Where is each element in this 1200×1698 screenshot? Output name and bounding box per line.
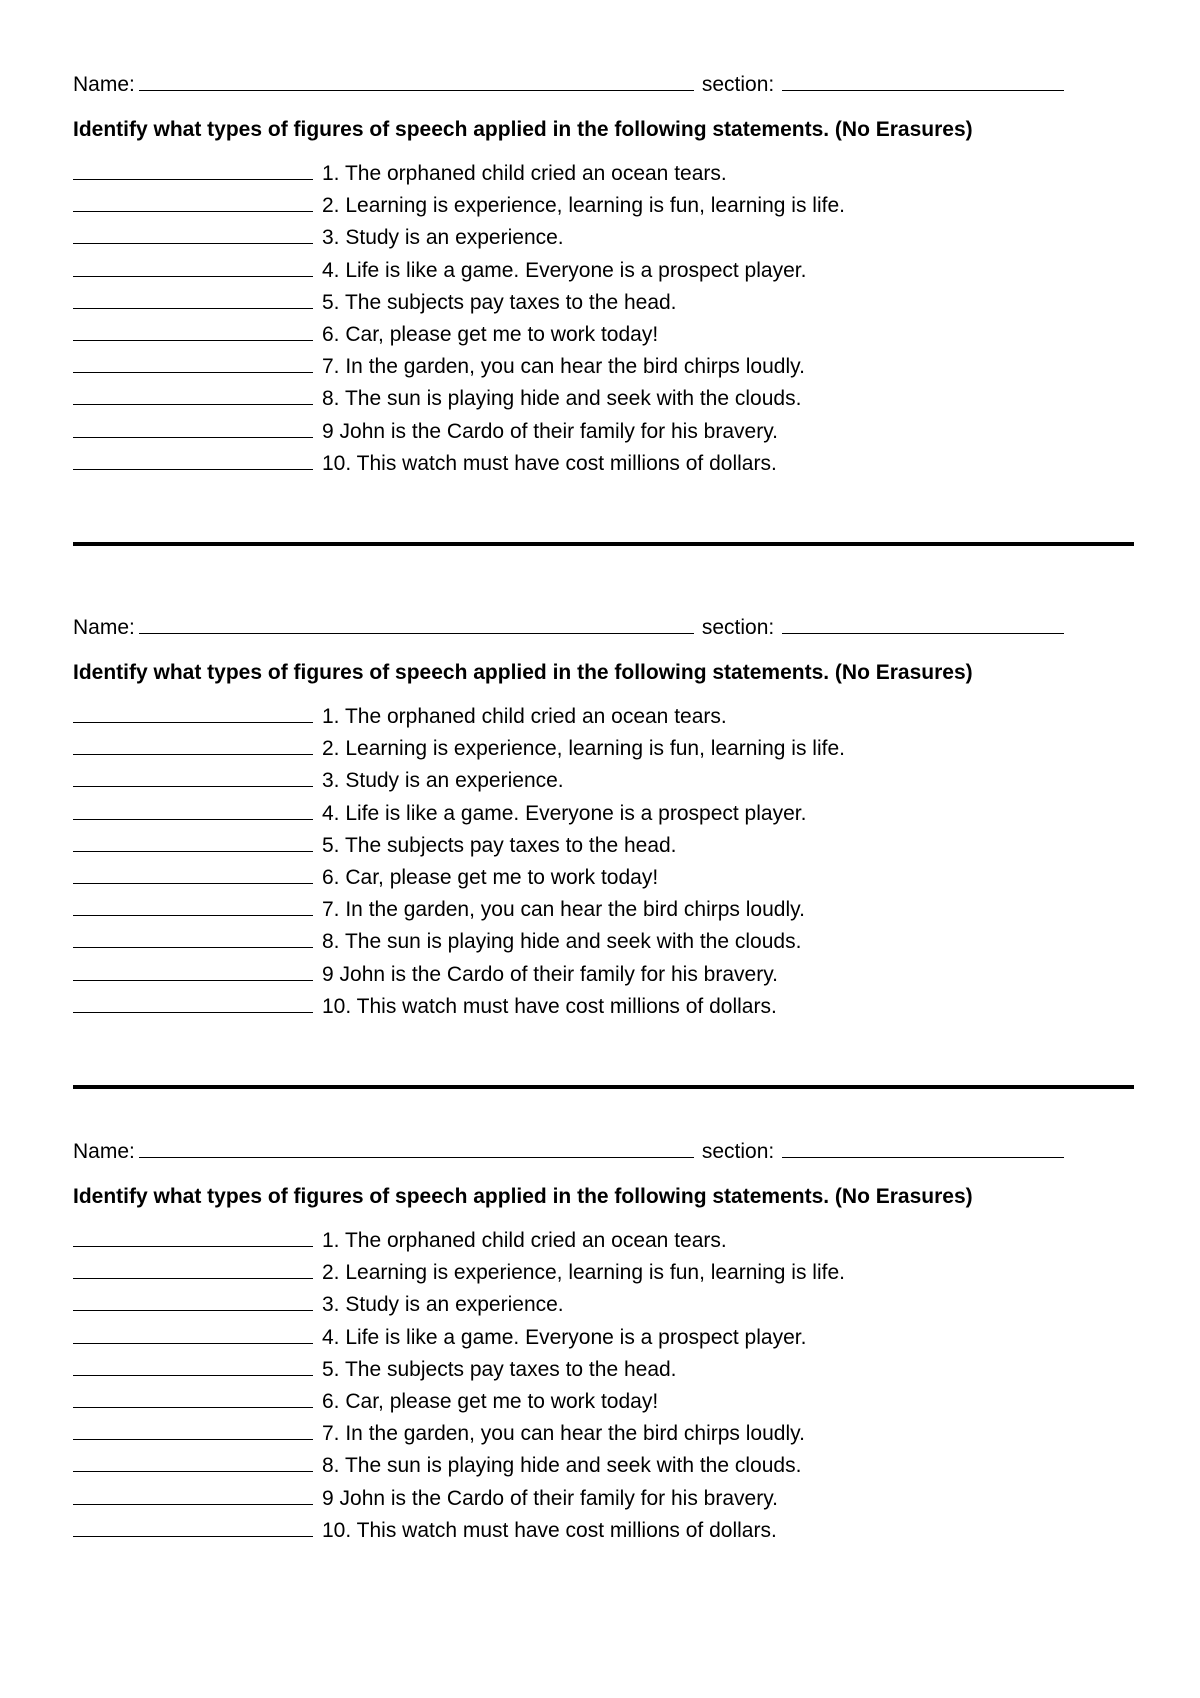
statement-item xyxy=(73,865,845,897)
statement-item xyxy=(73,419,845,451)
statement-text: 7. In the garden, you can hear the bird chirps loudly. xyxy=(322,898,805,922)
answer-blank[interactable] xyxy=(73,419,313,438)
statement-text: 10. This watch must have cost millions of dollars. xyxy=(322,1518,777,1542)
statement-item xyxy=(73,1389,845,1421)
section-divider xyxy=(73,542,1134,546)
statement-list xyxy=(73,161,845,483)
answer-blank[interactable] xyxy=(73,736,313,755)
statement-list xyxy=(73,1228,845,1550)
statement-text: 7. In the garden, you can hear the bird chirps loudly. xyxy=(322,1422,805,1446)
answer-blank[interactable] xyxy=(73,962,313,981)
statement-text: 3. Study is an experience. xyxy=(322,226,564,250)
name-blank[interactable] xyxy=(139,72,694,91)
statement-text: 8. The sun is playing hide and seek with the clouds. xyxy=(322,1454,802,1478)
statement-item xyxy=(73,258,845,290)
answer-blank[interactable] xyxy=(73,1421,313,1440)
answer-blank[interactable] xyxy=(73,704,313,723)
instructions: Identify what types of figures of speech applied in the following statements. (No Erasures) xyxy=(73,661,973,684)
name-label: Name: xyxy=(73,616,135,639)
name-section-line xyxy=(73,72,1064,98)
statement-text: 8. The sun is playing hide and seek with the clouds. xyxy=(322,930,802,954)
statement-text: 6. Car, please get me to work today! xyxy=(322,865,659,889)
statement-text: 8. The sun is playing hide and seek with the clouds. xyxy=(322,387,802,411)
answer-blank[interactable] xyxy=(73,1486,313,1505)
answer-blank[interactable] xyxy=(73,193,313,212)
answer-blank[interactable] xyxy=(73,258,313,277)
statement-item xyxy=(73,994,845,1026)
statement-text: 5. The subjects pay taxes to the head. xyxy=(322,290,677,314)
statement-text: 2. Learning is experience, learning is fun, learning is life. xyxy=(322,737,845,761)
statement-text: 9 John is the Cardo of their family for his bravery. xyxy=(322,962,778,986)
statement-item xyxy=(73,1260,845,1292)
statement-text: 4. Life is like a game. Everyone is a prospect player. xyxy=(322,1325,807,1349)
section-blank[interactable] xyxy=(782,1139,1064,1158)
statement-item xyxy=(73,193,845,225)
name-blank[interactable] xyxy=(139,1139,694,1158)
statement-text: 7. In the garden, you can hear the bird chirps loudly. xyxy=(322,355,805,379)
statement-text: 3. Study is an experience. xyxy=(322,769,564,793)
statement-item xyxy=(73,897,845,929)
answer-blank[interactable] xyxy=(73,322,313,341)
statement-text: 10. This watch must have cost millions of dollars. xyxy=(322,451,777,475)
answer-blank[interactable] xyxy=(73,1453,313,1472)
answer-blank[interactable] xyxy=(73,161,313,180)
answer-blank[interactable] xyxy=(73,768,313,787)
name-section-line xyxy=(73,615,1064,641)
answer-blank[interactable] xyxy=(73,1292,313,1311)
statement-item xyxy=(73,322,845,354)
statement-list xyxy=(73,704,845,1026)
answer-blank[interactable] xyxy=(73,929,313,948)
statement-item xyxy=(73,704,845,736)
statement-text: 9 John is the Cardo of their family for his bravery. xyxy=(322,419,778,443)
statement-item xyxy=(73,451,845,483)
statement-text: 4. Life is like a game. Everyone is a prospect player. xyxy=(322,801,807,825)
statement-text: 9 John is the Cardo of their family for his bravery. xyxy=(322,1486,778,1510)
statement-text: 4. Life is like a game. Everyone is a prospect player. xyxy=(322,258,807,282)
section-blank[interactable] xyxy=(782,615,1064,634)
answer-blank[interactable] xyxy=(73,801,313,820)
statement-text: 3. Study is an experience. xyxy=(322,1293,564,1317)
name-blank[interactable] xyxy=(139,615,694,634)
statement-item xyxy=(73,768,845,800)
statement-item xyxy=(73,929,845,961)
statement-text: 1. The orphaned child cried an ocean tears. xyxy=(322,1229,727,1252)
statement-item xyxy=(73,1228,845,1260)
statement-text: 10. This watch must have cost millions of dollars. xyxy=(322,994,777,1018)
section-label: section: xyxy=(701,73,775,96)
section-label: section: xyxy=(701,616,775,639)
name-label: Name: xyxy=(73,1140,135,1163)
answer-blank[interactable] xyxy=(73,1389,313,1408)
statement-item xyxy=(73,290,845,322)
statement-text: 5. The subjects pay taxes to the head. xyxy=(322,833,677,857)
statement-item xyxy=(73,1453,845,1485)
answer-blank[interactable] xyxy=(73,1228,313,1247)
answer-blank[interactable] xyxy=(73,225,313,244)
answer-blank[interactable] xyxy=(73,1518,313,1537)
answer-blank[interactable] xyxy=(73,1325,313,1344)
answer-blank[interactable] xyxy=(73,994,313,1013)
statement-item xyxy=(73,1292,845,1324)
statement-item xyxy=(73,1325,845,1357)
statement-text: 5. The subjects pay taxes to the head. xyxy=(322,1357,677,1381)
section-divider xyxy=(73,1085,1134,1089)
answer-blank[interactable] xyxy=(73,386,313,405)
statement-item xyxy=(73,354,845,386)
statement-item xyxy=(73,161,845,193)
statement-item xyxy=(73,1518,845,1550)
statement-text: 6. Car, please get me to work today! xyxy=(322,322,659,346)
statement-text: 2. Learning is experience, learning is fun, learning is life. xyxy=(322,1261,845,1285)
section-blank[interactable] xyxy=(782,72,1064,91)
statement-text: 1. The orphaned child cried an ocean tears. xyxy=(322,705,727,728)
statement-item xyxy=(73,225,845,257)
answer-blank[interactable] xyxy=(73,833,313,852)
statement-item xyxy=(73,1357,845,1389)
statement-item xyxy=(73,1486,845,1518)
name-section-line xyxy=(73,1139,1064,1165)
answer-blank[interactable] xyxy=(73,897,313,916)
statement-item xyxy=(73,833,845,865)
statement-item xyxy=(73,962,845,994)
instructions: Identify what types of figures of speech applied in the following statements. (No Erasures) xyxy=(73,1185,973,1208)
statement-text: 6. Car, please get me to work today! xyxy=(322,1389,659,1413)
statement-text: 2. Learning is experience, learning is fun, learning is life. xyxy=(322,194,845,218)
statement-item xyxy=(73,736,845,768)
statement-item xyxy=(73,1421,845,1453)
answer-blank[interactable] xyxy=(73,451,313,470)
statement-item xyxy=(73,801,845,833)
name-label: Name: xyxy=(73,73,135,96)
statement-text: 1. The orphaned child cried an ocean tears. xyxy=(322,162,727,185)
answer-blank[interactable] xyxy=(73,354,313,373)
section-label: section: xyxy=(701,1140,775,1163)
answer-blank[interactable] xyxy=(73,1357,313,1376)
answer-blank[interactable] xyxy=(73,865,313,884)
answer-blank[interactable] xyxy=(73,290,313,309)
answer-blank[interactable] xyxy=(73,1260,313,1279)
instructions: Identify what types of figures of speech applied in the following statements. (No Erasures) xyxy=(73,118,973,141)
statement-item xyxy=(73,386,845,418)
